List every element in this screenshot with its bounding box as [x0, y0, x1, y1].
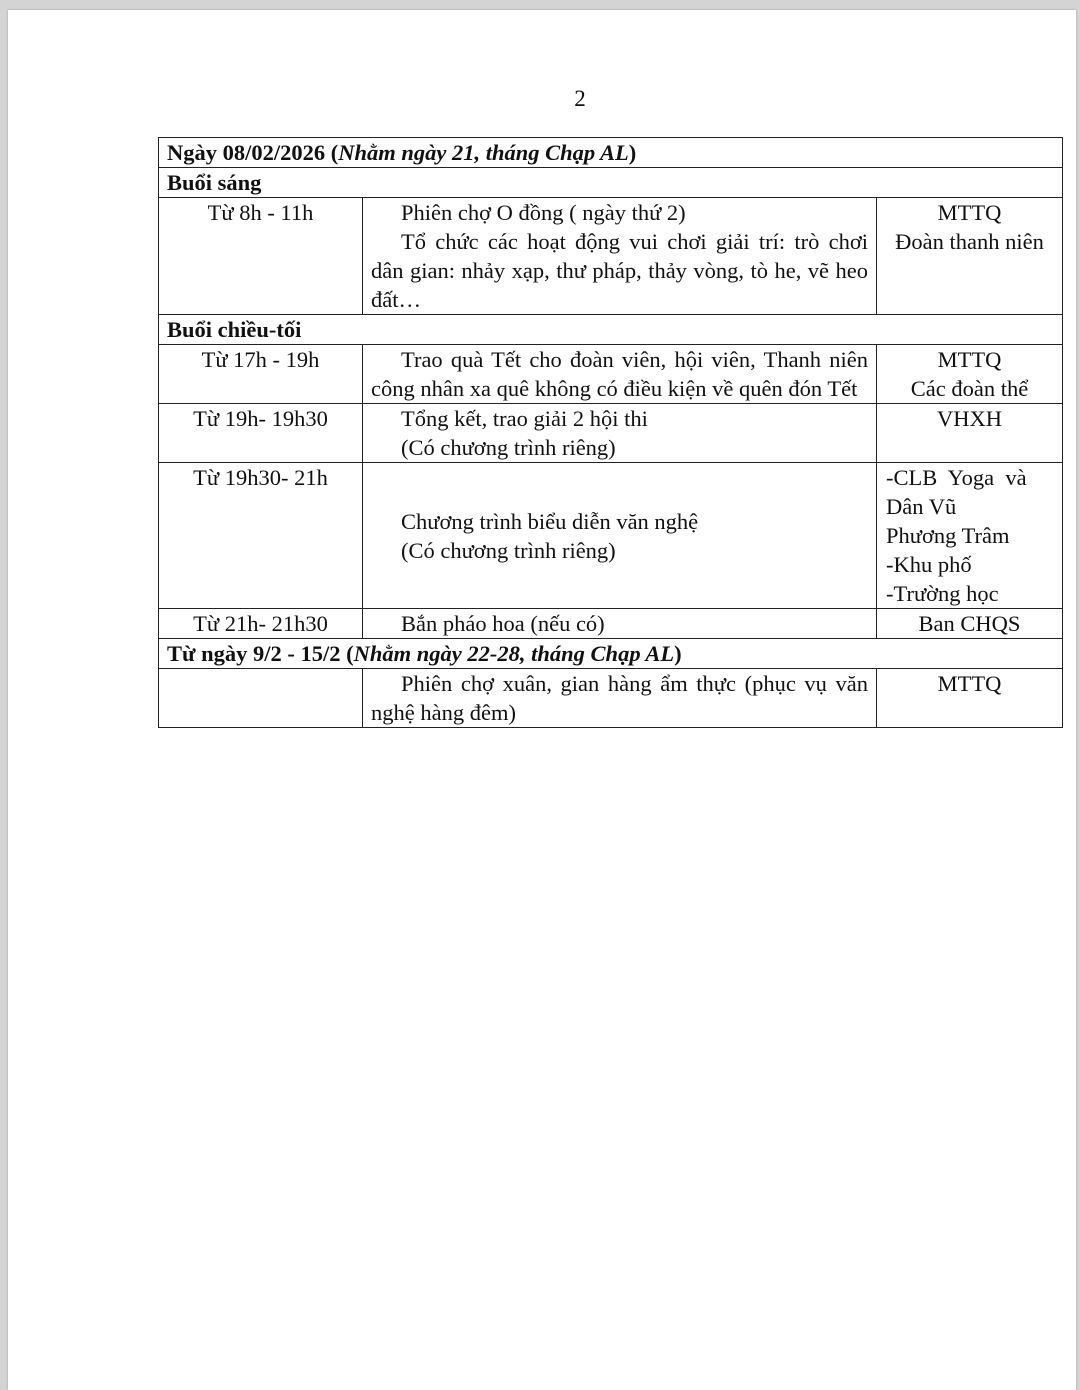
- activity-cell: [363, 463, 877, 609]
- day-header-cell: [159, 639, 1063, 669]
- lunar-date-label: Nhằm ngày 21, tháng Chạp AL: [338, 140, 629, 165]
- organizer-line: MTTQ: [937, 200, 1002, 225]
- organizer-line: -CLB Yoga và: [886, 465, 1027, 490]
- table-row: [159, 404, 1063, 463]
- organizer-line: Đoàn thanh niên: [895, 229, 1044, 254]
- day-header-row: [159, 639, 1063, 669]
- section-evening-label: Buổi chiều-tối: [159, 315, 1063, 345]
- time-cell: Từ 19h30- 21h: [159, 463, 363, 609]
- table-row: [159, 669, 1063, 728]
- time-cell: Từ 8h - 11h: [159, 198, 363, 315]
- activity-line: Chương trình biểu diễn văn nghệ: [401, 508, 699, 534]
- activity-line: Tổng kết, trao giải 2 hội thi: [401, 406, 648, 431]
- day-date-close: ): [674, 641, 682, 666]
- organizer-line: VHXH: [937, 406, 1002, 431]
- activity-body: Phiên chợ xuân, gian hàng ẩm thực (phục vụ văn nghệ hàng đêm): [371, 671, 868, 725]
- organizer-line: -Khu phố: [886, 552, 972, 577]
- activity-body: Trao quà Tết cho đoàn viên, hội viên, Thanh niên công nhân xa quê không có điều kiện về quên đón Tết: [371, 347, 868, 401]
- time-cell: Từ 21h- 21h30: [159, 609, 363, 639]
- lunar-date-label: Nhằm ngày 22-28, tháng Chạp AL: [353, 641, 675, 666]
- day-date-label: Ngày 08/02/2026 (: [167, 140, 339, 165]
- table-row: [159, 345, 1063, 404]
- organizer-line: Dân Vũ: [886, 494, 957, 519]
- activity-cell: [363, 198, 877, 315]
- organizer-cell: [877, 198, 1063, 315]
- page-number: 2: [574, 86, 586, 111]
- organizer-line: Phương Trâm: [886, 523, 1010, 548]
- organizer-line: MTTQ: [937, 347, 1002, 372]
- table-row: [159, 463, 1063, 609]
- day-date-close: ): [628, 140, 637, 165]
- activity-title: Phiên chợ O đồng ( ngày thứ 2): [401, 200, 686, 225]
- organizer-line: MTTQ: [937, 671, 1002, 696]
- day-date-label: Từ ngày 9/2 - 15/2 (: [167, 641, 354, 666]
- activity-body: Tổ chức các hoạt động vui chơi giải trí: trò chơi dân gian: nhảy xạp, thư pháp, thảy vòng, tò he, vẽ heo đất…: [371, 229, 868, 312]
- activity-cell: [363, 404, 877, 463]
- day-header-row: [159, 138, 1063, 168]
- time-cell: [159, 669, 363, 728]
- organizer-cell: [877, 345, 1063, 404]
- time-cell: Từ 19h- 19h30: [159, 404, 363, 463]
- activity-cell: [363, 609, 877, 639]
- section-header-row: [159, 315, 1063, 345]
- activity-line: (Có chương trình riêng): [401, 537, 616, 563]
- section-morning-label: Buổi sáng: [159, 168, 1063, 198]
- organizer-line: Các đoàn thể: [910, 376, 1029, 401]
- organizer-cell: [877, 609, 1063, 639]
- table-row: [159, 198, 1063, 315]
- activity-cell: [363, 345, 877, 404]
- table-row: [159, 609, 1063, 639]
- organizer-line: Ban CHQS: [918, 611, 1021, 636]
- organizer-line: -Trường học: [886, 581, 999, 606]
- schedule-table: [158, 137, 1063, 728]
- organizer-cell: [877, 463, 1063, 609]
- day-header-cell: [159, 138, 1063, 168]
- activity-line: (Có chương trình riêng): [401, 435, 616, 460]
- organizer-cell: [877, 669, 1063, 728]
- document-page: [8, 10, 1076, 1390]
- activity-cell: [363, 669, 877, 728]
- activity-line: Bắn pháo hoa (nếu có): [401, 611, 605, 636]
- time-cell: Từ 17h - 19h: [159, 345, 363, 404]
- section-header-row: [159, 168, 1063, 198]
- organizer-cell: [877, 404, 1063, 463]
